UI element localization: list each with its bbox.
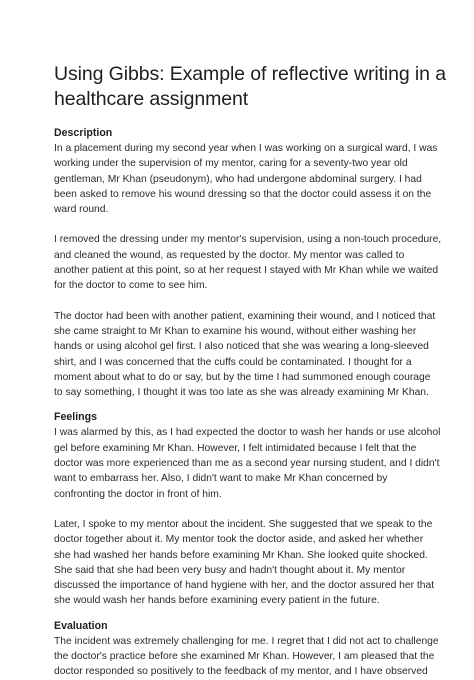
text-line: the doctor's practice before she examined Mr Khan. However, I am pleased that the <box>54 651 435 663</box>
paragraph <box>54 425 454 501</box>
text-line: been asked to remove his wound dressing so that the doctor could assess it on the <box>54 188 432 200</box>
section-heading-feelings: Feelings <box>54 411 97 424</box>
paragraph <box>54 309 454 401</box>
text-line: In a placement during my second year when I was working on a surgical ward, I was <box>54 143 438 154</box>
text-line: and cleaned the wound, as requested by the doctor. My mentor was called to <box>54 249 405 261</box>
text-line: gel before examining Mr Khan. However, I felt intimidated because I felt that the <box>54 442 417 454</box>
text-line: I was alarmed by this, as I had expected the doctor to wash her hands or use alcohol <box>54 427 441 439</box>
text-line: discussed the importance of hand hygiene with her, and the doctor assured her that <box>54 580 435 592</box>
text-line: gentleman, Mr Khan (pseudonym), who had undergone abdominal surgery. I had <box>54 173 422 185</box>
text-line: to say something, I thought it was too late as she was already examining Mr Khan. <box>54 387 429 399</box>
text-line: for the doctor to come to see him. <box>54 280 208 292</box>
text-line: ward round. <box>54 204 109 216</box>
document-page <box>54 62 454 680</box>
text-line: hands or using alcohol gel first. I also noticed that she was wearing a long-sleeved <box>54 341 429 353</box>
title-line: healthcare assignment <box>54 88 249 110</box>
text-line: another patient at this point, so at her request I stayed with Mr Khan while we waited <box>54 265 439 277</box>
section-heading-evaluation: Evaluation <box>54 619 108 632</box>
text-line: Later, I spoke to my mentor about the incident. She suggested that we speak to the <box>54 518 433 530</box>
paragraph <box>54 634 454 680</box>
paragraph <box>54 141 454 217</box>
text-line: she would wash her hands before examining every patient in the future. <box>54 595 380 607</box>
text-line: I removed the dressing under my mentor's supervision, using a non-touch procedure, <box>54 234 442 246</box>
text-line: doctor responded so positively to the feedback of my mentor, and I have observed <box>54 666 428 678</box>
text-line: she came straight to Mr Khan to examine his wound, without either washing her <box>54 325 417 337</box>
text-line: shirt, and I was concerned that the cuffs could be contaminated. I thought for a <box>54 356 412 368</box>
paragraph <box>54 517 454 609</box>
text-line: want to embarrass her. Also, I didn't want to make Mr Khan concerned by <box>54 473 388 485</box>
text-line: doctor together about it. My mentor took the doctor aside, and asked her whether <box>54 534 424 546</box>
paragraph <box>54 232 454 293</box>
text-line: The incident was extremely challenging for me. I regret that I did not act to challenge <box>54 635 439 647</box>
text-line: she had washed her hands before examining Mr Khan. She looked quite shocked. <box>54 549 428 561</box>
text-line: She said that she had been very busy and hadn't thought about it. My mentor <box>54 564 406 576</box>
text-line: confronting the doctor in front of him. <box>54 488 222 500</box>
text-line: The doctor had been with another patient, examining their wound, and I noticed that <box>54 310 436 322</box>
text-line: working under the supervision of my mentor, caring for a seventy-two year old <box>54 158 408 170</box>
text-line: moment about what to do or say, but by the time I had summoned enough courage <box>54 371 431 383</box>
section-heading-description: Description <box>54 127 113 139</box>
title-line: Using Gibbs: Example of reflective writing in a <box>54 63 446 85</box>
text-line: doctor was more experienced than me as a second year nursing student, and I didn't <box>54 458 440 470</box>
document-title <box>54 62 454 112</box>
